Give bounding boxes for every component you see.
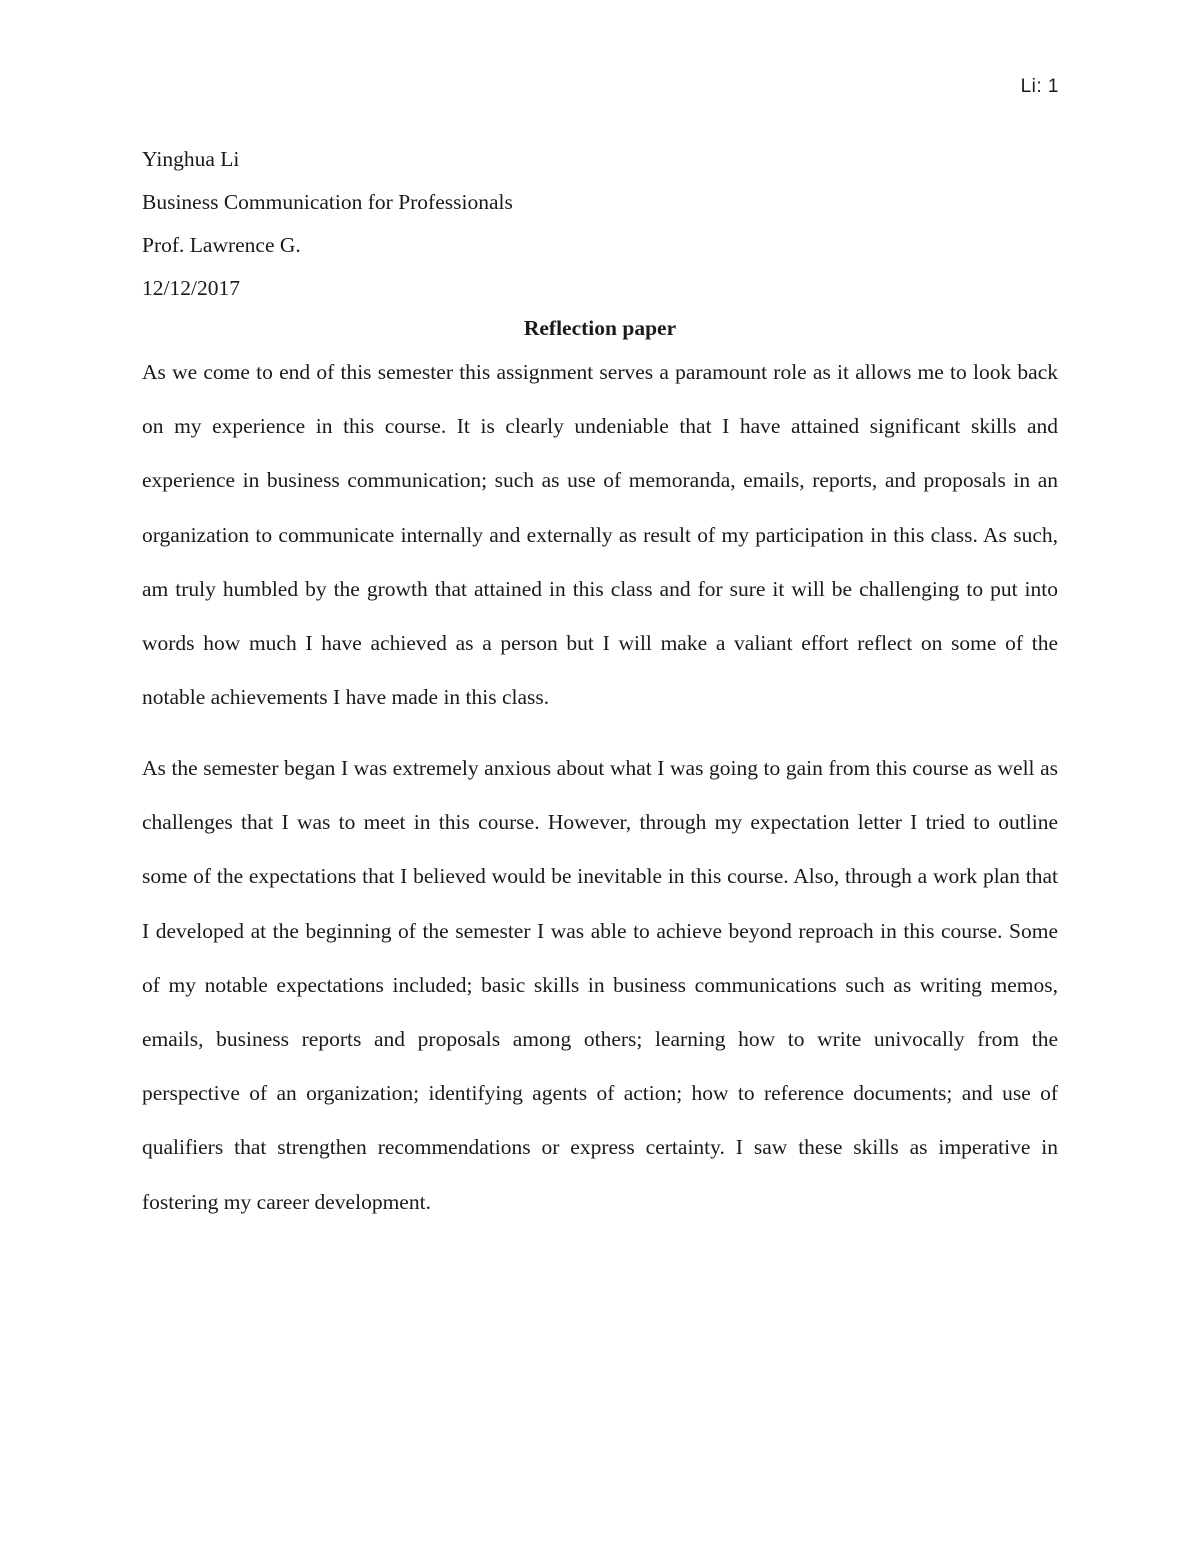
course-name: Business Communication for Professionals — [142, 190, 513, 214]
submission-date: 12/12/2017 — [142, 276, 240, 300]
running-head-page-number: Li: 1 — [1020, 76, 1059, 97]
heading-block — [142, 143, 1058, 315]
body-paragraph-1-wrapper — [142, 345, 1058, 724]
instructor-name: Prof. Lawrence G. — [142, 233, 301, 257]
paper-title: Reflection paper — [523, 316, 677, 340]
body-paragraph: As we come to end of this semester this assignment serves a paramount role as it allows me to look back on my experience in this course. It is clearly undeniable that I have attained significant skills and experience in business communication; such as use of memoranda, emails, reports, and proposals in an organization to communicate internally and externally as result of my participation in this class. As such, am truly humbled by the growth that attained in this class and for sure it will be challenging to put into words how much I have achieved as a person but I will make a valiant effort reflect on some of the notable achievements I have made in this class. — [142, 360, 1058, 710]
body-paragraph-2-wrapper — [142, 741, 1058, 1229]
body-paragraph: As the semester began I was extremely anxious about what I was going to gain from this course as well as challenges that I was to meet in this course. However, through my expectation letter I tried to outline some of the expectations that I believed would be inevitable in this course. Also, through a work plan that I developed at the beginning of the semester I was able to achieve beyond reproach in this course. Some of my notable expectations included; basic skills in business communications such as writing memos, emails, business reports and proposals among others; learning how to write univocally from the perspective of an organization; identifying agents of action; how to reference documents; and use of qualifiers that strengthen recommendations or express certainty. I saw these skills as imperative in fostering my career development. — [142, 756, 1058, 1214]
author-name: Yinghua Li — [142, 147, 240, 171]
